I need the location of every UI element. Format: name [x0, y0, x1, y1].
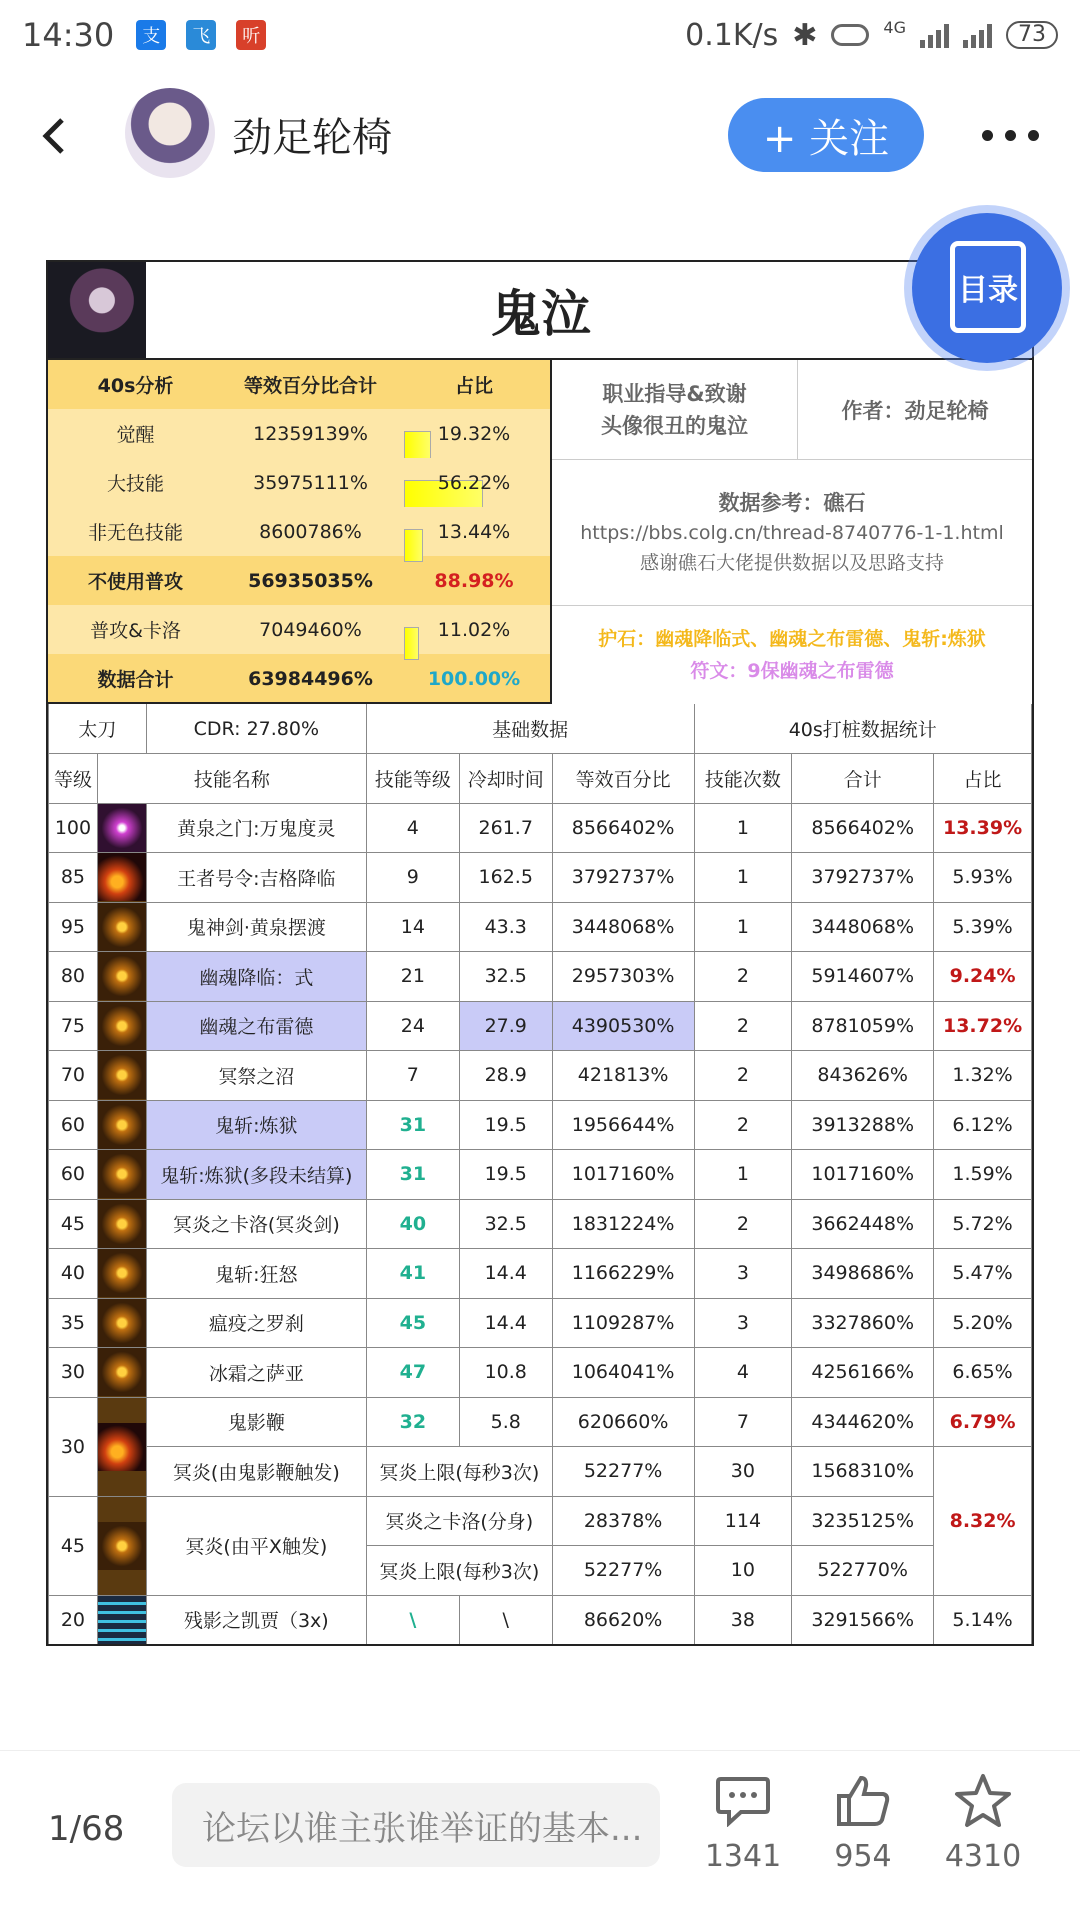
cell-cooldown: 19.5 [459, 1100, 552, 1150]
table-row [49, 1001, 1032, 1051]
toc-button[interactable] [912, 213, 1062, 363]
table-row [49, 1447, 1032, 1497]
cell-count: 1 [694, 853, 792, 903]
group-40s: 40s打桩数据统计 [694, 704, 1032, 754]
cell-name: 冥炎(由平X触发) [146, 1496, 366, 1595]
summary-pct: 13.44% [437, 520, 511, 543]
skill-icon [97, 952, 146, 1002]
character-portrait [48, 262, 146, 358]
summary-panel [48, 360, 552, 704]
cell-cooldown: 261.7 [459, 803, 552, 853]
summary-pct-cell [398, 423, 550, 445]
skill-icon [97, 853, 146, 903]
summary-name: 不使用普攻 [87, 571, 183, 593]
skill-icon [97, 1051, 146, 1101]
cell-equiv-pct: 1831224% [552, 1199, 694, 1249]
skill-icon [97, 1496, 146, 1595]
cell-level: 80 [49, 952, 98, 1002]
cell-equiv-pct: 4390530% [552, 1001, 694, 1051]
cell-name: 冥炎(由鬼影鞭触发) [146, 1447, 366, 1497]
cell-total: 1568310% [792, 1447, 934, 1497]
summary-value: 63984496% [248, 667, 373, 690]
listen-icon: 听 [236, 20, 266, 50]
skill-icon [97, 1199, 146, 1249]
cell-share: 1.32% [934, 1051, 1032, 1101]
table-row [49, 952, 1032, 1002]
table-row [49, 902, 1032, 952]
summary-row [48, 409, 550, 458]
col-equiv-pct: 等效百分比 [552, 754, 694, 804]
summary-name: 大技能 [106, 473, 164, 495]
cell-skill-level: 9 [366, 853, 459, 903]
cell-count: 2 [694, 1199, 792, 1249]
cell-share: 9.24% [934, 952, 1032, 1002]
cell-total: 1017160% [792, 1150, 934, 1200]
skill-icon [97, 1100, 146, 1150]
summary-name: 觉醒 [116, 424, 155, 446]
battery-icon: 73 [1006, 21, 1058, 49]
cell-name: 鬼斩:炼狱(多段未结算) [146, 1150, 366, 1200]
cell-total: 843626% [792, 1051, 934, 1101]
cell-share: 5.72% [934, 1199, 1032, 1249]
status-time: 14:30 [22, 16, 115, 54]
post-header [0, 80, 1080, 190]
col-cooldown: 冷却时间 [459, 754, 552, 804]
cell-share: 6.65% [934, 1348, 1032, 1398]
cell-name: 王者号令:吉格降临 [146, 853, 366, 903]
table-row [49, 1397, 1032, 1447]
cell-total: 8566402% [792, 803, 934, 853]
cell-skill-level: 45 [366, 1298, 459, 1348]
book-icon: 目录 [950, 241, 1026, 333]
cell-total: 522770% [792, 1546, 934, 1596]
table-group-header [49, 704, 1032, 754]
cell-level: 40 [49, 1249, 98, 1299]
cell-skill-level: 31 [366, 1100, 459, 1150]
ref-thanks: 感谢礁石大佬提供数据以及思路支持 [639, 551, 944, 574]
skill-table [48, 704, 1032, 1645]
summary-pct: 19.32% [437, 422, 511, 445]
summary-pct: 88.98% [434, 569, 514, 592]
cell-name: 残影之凯贾（3x) [146, 1595, 366, 1645]
cell-equiv-pct: 620660% [552, 1397, 694, 1447]
skill-icon [97, 1348, 146, 1398]
cell-count: 2 [694, 1001, 792, 1051]
cell-equiv-pct: 52277% [552, 1546, 694, 1596]
signal-icon-2 [963, 22, 992, 48]
comment-button[interactable] [698, 1771, 788, 1874]
cell-total: 8781059% [792, 1001, 934, 1051]
summary-col-label: 40s分析 [97, 375, 174, 397]
title-row [48, 262, 1032, 360]
signal-icon [920, 22, 949, 48]
cell-skill-level: \ [366, 1595, 459, 1645]
summary-row [48, 458, 550, 507]
table-header [49, 754, 1032, 804]
summary-pct: 100.00% [427, 667, 521, 690]
table-row [49, 1496, 1032, 1546]
cell-name: 冥祭之沼 [146, 1051, 366, 1101]
col-share: 占比 [934, 754, 1032, 804]
cell-equiv-pct: 1064041% [552, 1348, 694, 1398]
cell-level: 75 [49, 1001, 98, 1051]
cell-cooldown: 14.4 [459, 1249, 552, 1299]
info-panel [552, 360, 1032, 704]
col-total: 合计 [792, 754, 934, 804]
skill-icon [97, 1150, 146, 1200]
cell-name: 鬼斩:狂怒 [146, 1249, 366, 1299]
cell-skill-level: 47 [366, 1348, 459, 1398]
cell-cooldown: 10.8 [459, 1348, 552, 1398]
alipay-icon: 支 [136, 20, 166, 50]
cell-equiv-pct: 1166229% [552, 1249, 694, 1299]
cell-count: 1 [694, 803, 792, 853]
summary-value: 7049460% [259, 618, 362, 641]
star-icon [938, 1771, 1028, 1831]
ref-title: 数据参考：礁石 [718, 490, 866, 515]
feishu-icon: 飞 [186, 20, 216, 50]
skill-icon [97, 1298, 146, 1348]
cell-count: 1 [694, 902, 792, 952]
cell-equiv-pct: 1109287% [552, 1298, 694, 1348]
summary-name: 数据合计 [97, 669, 174, 691]
cell-share: 5.93% [934, 853, 1032, 903]
cell-level: 70 [49, 1051, 98, 1101]
cell-share: 5.39% [934, 902, 1032, 952]
cell-total: 3327860% [792, 1298, 934, 1348]
col-skill-name: 技能名称 [97, 754, 366, 804]
cell-cooldown: \ [459, 1595, 552, 1645]
guide-line2: 头像很丑的鬼泣 [601, 414, 748, 438]
cell-cooldown: 19.5 [459, 1150, 552, 1200]
cell-count: 2 [694, 1100, 792, 1150]
cell-equiv-pct: 1956644% [552, 1100, 694, 1150]
cell-share: 13.39% [934, 803, 1032, 853]
cell-cooldown: 162.5 [459, 853, 552, 903]
cell-share: 5.14% [934, 1595, 1032, 1645]
summary-header [48, 360, 550, 409]
table-row [49, 1595, 1032, 1645]
summary-row [48, 654, 550, 703]
summary-col-value: 等效百分比合计 [243, 375, 377, 397]
cell-share: 6.79% [934, 1397, 1032, 1447]
cell-equiv-pct: 86620% [552, 1595, 694, 1645]
skill-icon [97, 1001, 146, 1051]
summary-row [48, 605, 550, 654]
runes-text: 符文：9保幽魂之布雷德 [690, 660, 894, 682]
cell-equiv-pct: 2957303% [552, 952, 694, 1002]
comment-icon [698, 1771, 788, 1831]
cell-total: 5914607% [792, 952, 934, 1002]
weapon-cell: 太刀 [49, 704, 147, 754]
cell-cooldown: 27.9 [459, 1001, 552, 1051]
cell-skill-level: 21 [366, 952, 459, 1002]
cell-total: 3662448% [792, 1199, 934, 1249]
cell-skill-level: 41 [366, 1249, 459, 1299]
cell-level: 100 [49, 803, 98, 853]
table-row [49, 803, 1032, 853]
cell-skill-level: 14 [366, 902, 459, 952]
cell-equiv-pct: 52277% [552, 1447, 694, 1497]
author-label: 作者：劲足轮椅 [841, 399, 989, 423]
stones-runes [552, 606, 1032, 704]
summary-pct: 11.02% [437, 618, 511, 641]
cell-skill-level: 4 [366, 803, 459, 853]
cell-name: 瘟疫之罗刹 [146, 1298, 366, 1348]
more-icon[interactable] [982, 130, 1039, 141]
table-row [49, 1100, 1032, 1150]
cell-equiv-pct: 1017160% [552, 1150, 694, 1200]
cell-count: 2 [694, 1051, 792, 1101]
cell-level: 60 [49, 1150, 98, 1200]
summary-pct: 56.22% [437, 471, 511, 494]
cell-cooldown: 43.3 [459, 902, 552, 952]
cell-name: 冰霜之萨亚 [146, 1348, 366, 1398]
cell-count: 4 [694, 1348, 792, 1398]
guide-credit [552, 360, 798, 460]
status-bar [0, 0, 1080, 70]
summary-pct-cell [398, 521, 550, 543]
cell-limit: 冥炎上限(每秒3次) [366, 1447, 552, 1497]
cell-cooldown: 32.5 [459, 952, 552, 1002]
cell-count: 2 [694, 952, 792, 1002]
cell-name: 鬼斩:炼狱 [146, 1100, 366, 1150]
cell-level: 60 [49, 1100, 98, 1150]
cell-share: 5.47% [934, 1249, 1032, 1299]
cell-share: 6.12% [934, 1100, 1032, 1150]
summary-row [48, 556, 550, 605]
cell-equiv-pct: 421813% [552, 1051, 694, 1101]
cdr-cell: CDR: 27.80% [146, 704, 366, 754]
favorite-button[interactable] [938, 1771, 1028, 1874]
page-indicator[interactable]: 1/68 [48, 1809, 125, 1849]
cell-total: 3792737% [792, 853, 934, 903]
cell-equiv-pct: 3448068% [552, 902, 694, 952]
cell-cooldown: 28.9 [459, 1051, 552, 1101]
net-speed: 0.1K/s [685, 17, 779, 53]
cell-count: 114 [694, 1496, 792, 1546]
info-top [552, 360, 1032, 460]
table-row [49, 1150, 1032, 1200]
cell-level: 35 [49, 1298, 98, 1348]
bluetooth-icon: ✱ [792, 17, 818, 53]
cell-level: 95 [49, 902, 98, 952]
table-row [49, 1298, 1032, 1348]
cell-total: 3498686% [792, 1249, 934, 1299]
cell-skill-level: 40 [366, 1199, 459, 1249]
image-title: 鬼泣 [491, 285, 591, 343]
cell-count: 7 [694, 1397, 792, 1447]
skill-icon [97, 1397, 146, 1496]
vibrate-icon [831, 24, 869, 46]
username[interactable]: 劲足轮椅 [232, 115, 392, 161]
comment-count: 1341 [704, 1839, 782, 1874]
cell-level: 30 [49, 1348, 98, 1398]
cell-skill-level: 24 [366, 1001, 459, 1051]
table-row [49, 1051, 1032, 1101]
like-count: 954 [834, 1839, 892, 1874]
cell-level: 45 [49, 1496, 98, 1595]
cell-level: 20 [49, 1595, 98, 1645]
back-icon[interactable] [36, 112, 76, 160]
summary-name: 非无色技能 [87, 522, 183, 544]
cell-name: 幽魂降临：式 [146, 952, 366, 1002]
table-row [49, 853, 1032, 903]
skill-icon [97, 1249, 146, 1299]
cell-count: 3 [694, 1298, 792, 1348]
cell-level: 85 [49, 853, 98, 903]
col-skill-level: 技能等级 [366, 754, 459, 804]
cell-count: 10 [694, 1546, 792, 1596]
summary-value: 8600786% [259, 520, 362, 543]
cell-level: 30 [49, 1397, 98, 1496]
summary-col-pct: 占比 [454, 375, 493, 397]
guide-line1: 职业指导&致谢 [602, 382, 747, 406]
cell-limit: 冥炎上限(每秒3次) [366, 1546, 552, 1596]
cell-total: 4344620% [792, 1397, 934, 1447]
signal-4g-label: 4G [883, 17, 906, 37]
comment-input[interactable]: 论坛以谁主张谁举证的基本... [172, 1783, 660, 1867]
summary-pct-cell [398, 619, 550, 641]
cell-cooldown: 5.8 [459, 1397, 552, 1447]
cell-count: 38 [694, 1595, 792, 1645]
cell-share: 5.20% [934, 1298, 1032, 1348]
cell-cooldown: 32.5 [459, 1199, 552, 1249]
cell-skill-level: 32 [366, 1397, 459, 1447]
cell-share: 8.32% [934, 1447, 1032, 1596]
cell-name: 鬼神剑·黄泉摆渡 [146, 902, 366, 952]
cell-name: 黄泉之门:万鬼度灵 [146, 803, 366, 853]
stones-text: 护石：幽魂降临式、幽魂之布雷德、鬼斩:炼狱 [598, 628, 986, 650]
cell-equiv-pct: 3792737% [552, 853, 694, 903]
cell-total: 4256166% [792, 1348, 934, 1398]
table-row [49, 1199, 1032, 1249]
cell-name: 鬼影鞭 [146, 1397, 366, 1447]
avatar[interactable] [125, 88, 215, 178]
cell-name: 冥炎之卡洛(冥炎剑) [146, 1199, 366, 1249]
cell-skill-level: 7 [366, 1051, 459, 1101]
skill-icon [97, 1595, 146, 1645]
cell-count: 3 [694, 1249, 792, 1299]
skill-icon [97, 803, 146, 853]
table-row [49, 1249, 1032, 1299]
cell-total: 3235125% [792, 1496, 934, 1546]
post-image [46, 260, 1034, 1646]
cell-total: 3448068% [792, 902, 934, 952]
follow-button[interactable]: + 关注 [728, 98, 924, 172]
bottom-bar [0, 1750, 1080, 1920]
thumbs-up-icon [818, 1771, 908, 1831]
summary-value: 12359139% [253, 422, 368, 445]
cell-name: 幽魂之布雷德 [146, 1001, 366, 1051]
col-count: 技能次数 [694, 754, 792, 804]
cell-count: 1 [694, 1150, 792, 1200]
cell-share: 13.72% [934, 1001, 1032, 1051]
cell-skill-level: 31 [366, 1150, 459, 1200]
cell-limit: 冥炎之卡洛(分身) [366, 1496, 552, 1546]
cell-level: 45 [49, 1199, 98, 1249]
skill-icon [97, 902, 146, 952]
summary-name: 普攻&卡洛 [90, 620, 181, 642]
summary-value: 35975111% [253, 471, 368, 494]
cell-equiv-pct: 28378% [552, 1496, 694, 1546]
summary-value: 56935035% [248, 569, 373, 592]
cell-equiv-pct: 8566402% [552, 803, 694, 853]
cell-share: 1.59% [934, 1150, 1032, 1200]
cell-count: 30 [694, 1447, 792, 1497]
cell-cooldown: 14.4 [459, 1298, 552, 1348]
ref-url: https://bbs.colg.cn/thread-8740776-1-1.html [580, 521, 1004, 544]
table-row [49, 1348, 1032, 1398]
col-level: 等级 [49, 754, 98, 804]
summary-pct-cell [398, 472, 550, 494]
star-count: 4310 [944, 1839, 1022, 1874]
summary-row [48, 507, 550, 556]
cell-total: 3913288% [792, 1100, 934, 1150]
cell-total: 3291566% [792, 1595, 934, 1645]
like-button[interactable] [818, 1771, 908, 1874]
data-reference [552, 460, 1032, 606]
group-basic: 基础数据 [366, 704, 694, 754]
